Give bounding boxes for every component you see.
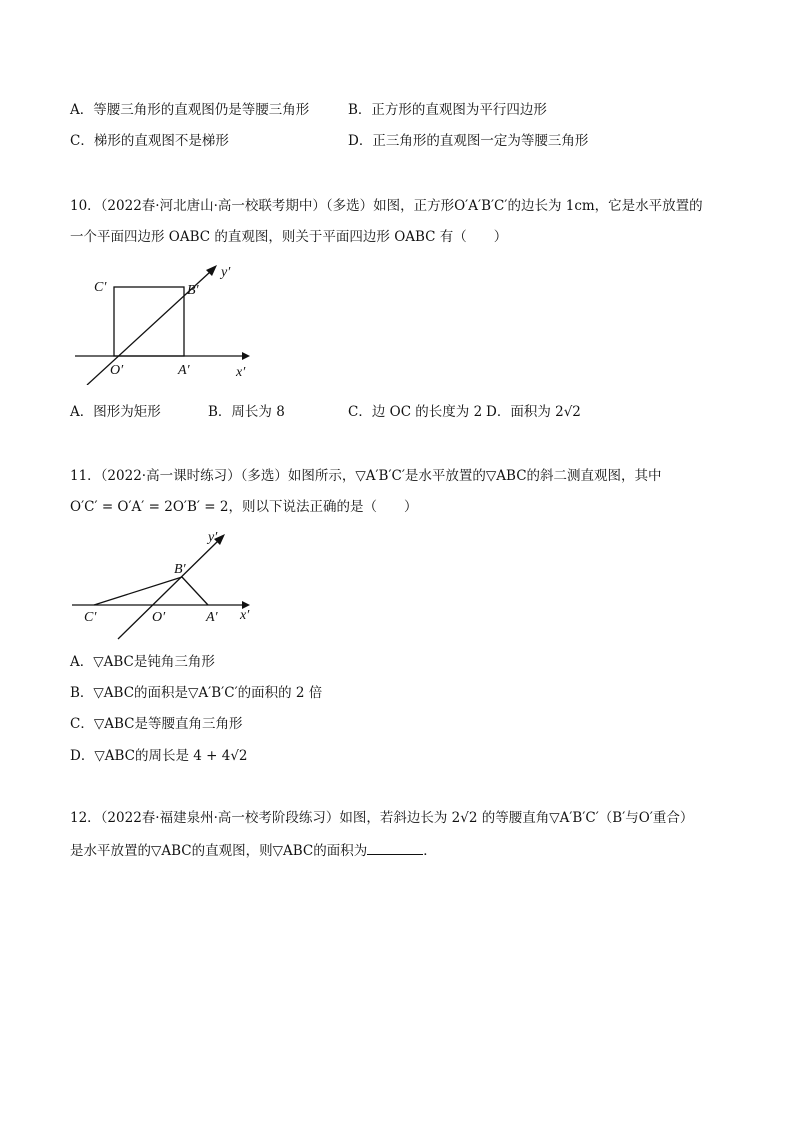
- q11-option-d: D．▽ABC的周长是 4 + 4√2: [70, 748, 248, 764]
- q10-label-a: A′: [178, 363, 190, 378]
- q9-option-c: C．梯形的直观图不是梯形: [70, 133, 229, 149]
- q11-option-a: A．▽ABC是钝角三角形: [70, 654, 215, 670]
- q11-stem-line1: 11．（2022·高一课时练习）（多选）如图所示，▽A′B′C′是水平放置的▽ABC的斜二测直观图，其中: [70, 468, 662, 484]
- q12-answer-blank: [367, 840, 423, 855]
- q12-stem-text: 是水平放置的▽ABC的直观图，则▽ABC的面积为: [70, 843, 368, 859]
- q11-stem-line2: O′C′ = O′A′ = 2O′B′ = 2，则以下说法正确的是（ ）: [70, 499, 418, 515]
- q10-stem-line2: 一个平面四边形 OABC 的直观图，则关于平面四边形 OABC 有（ ）: [70, 229, 508, 245]
- q11-label-x: x′: [240, 608, 250, 623]
- q11-side-ba: [182, 577, 208, 605]
- q11-option-c: C．▽ABC是等腰直角三角形: [70, 716, 243, 732]
- q9-option-d: D．正三角形的直观图一定为等腰三角形: [348, 133, 589, 149]
- q10-label-x: x′: [236, 365, 246, 380]
- q10-stem-line1: 10．（2022春·河北唐山·高一校联考期中）（多选）如图，正方形O′A′B′C′的边长为 1cm，它是水平放置的: [70, 198, 703, 214]
- q12-stem-line1: 12．（2022春·福建泉州·高一校考阶段练习）如图，若斜边长为 2√2 的等腰直角▽A′B′C′（B′与O′重合）: [70, 810, 694, 826]
- q11-option-b: B．▽ABC的面积是▽A′B′C′的面积的 2 倍: [70, 685, 323, 701]
- q9-option-b: B．正方形的直观图为平行四边形: [348, 102, 547, 118]
- q11-label-b: B′: [174, 562, 186, 577]
- q10-square: [114, 287, 184, 356]
- q11-figure: [70, 527, 270, 646]
- q11-side-cb: [94, 577, 182, 605]
- q12-stem-line2: [70, 840, 437, 861]
- q10-figure: [70, 260, 260, 389]
- q10-x-arrow: [242, 352, 250, 360]
- q10-label-o: O′: [110, 363, 124, 378]
- q11-label-y: y′: [208, 530, 218, 545]
- q11-label-a: A′: [206, 610, 218, 625]
- q10-option-b: B．周长为 8: [208, 404, 285, 420]
- q10-option-c: C．边 OC 的长度为 2: [348, 404, 483, 420]
- q10-option-d: D．面积为 2√2: [486, 404, 581, 420]
- q9-option-a: A．等腰三角形的直观图仍是等腰三角形: [70, 102, 310, 118]
- q11-y-axis: [118, 541, 218, 639]
- q10-option-a: A．图形为矩形: [70, 404, 161, 420]
- q11-label-o: O′: [152, 610, 166, 625]
- q10-label-y: y′: [221, 265, 231, 280]
- q10-label-b: B′: [187, 283, 199, 298]
- q11-label-c: C′: [84, 610, 97, 625]
- q10-label-c: C′: [94, 280, 107, 295]
- q12-stem-end: ．: [423, 843, 437, 859]
